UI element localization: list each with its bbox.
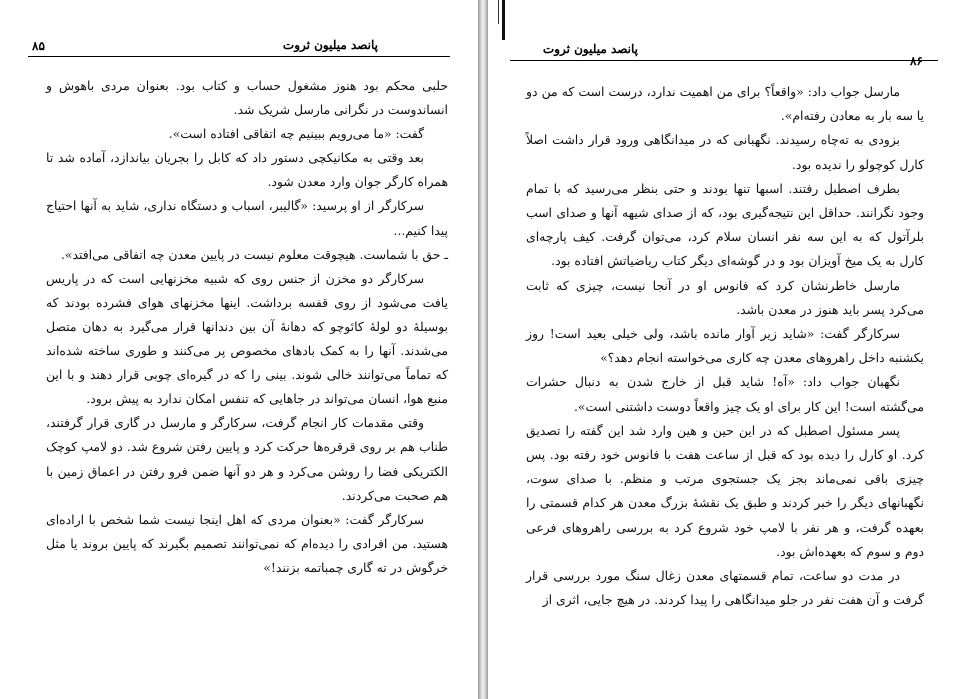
paragraph: سرکارگر دو مخزن از جنس روی که شبیه مخزنهایی است که در پاریس یافت می‌شود از روی قفسه برداشت. اینها مخزنهای هوای فشرده بودند که بوسیلهٔ دو لولهٔ کائوچو که دهانهٔ آن بین دندانها قرار می‌گیرد به دهان متصل می‌شدند. آنها را به کمک بادهای مخصوص پر می‌کنند و طوری ساخته شده‌اند که تماماً می‌توانند خالی شوند. بینی را که در گیره‌ای چوبی قرار دهند و با این منبع هوا، انسان می‌تواند در جاهایی که تنفس امکان ندارد به پیش برود. bbox=[46, 270, 448, 407]
paragraph: در مدت دو ساعت، تمام قسمتهای معدن زغال سنگ مورد بررسی قرار گرفت و آن هفت نفر در جلو میدانگاهی را پیدا کردند. در هیچ جایی، اثری از bbox=[526, 568, 924, 608]
right-page-number: ۸۶ bbox=[910, 54, 923, 68]
left-header-title: پانصد میلیون ثروت bbox=[282, 38, 378, 52]
paragraph: بطرف اصطبل رفتند. اسبها تنها بودند و حتی بنظر می‌رسید که با تمام وجود نگرانند. حداقل این نتیجه‌گیری بود، که از صدای شیهه آنها و صدای اسب بلرآتول که به این سه نفر انسان سلام کرد، می‌توان گرفت. کیف پارچه‌ای کارل به یک میخ آویزان بود و در گوشه‌ای دیگر کتاب ریاضیاتش افتاده بود. bbox=[526, 180, 924, 269]
right-page bbox=[488, 0, 966, 699]
left-page-header bbox=[28, 36, 450, 57]
right-page-body bbox=[526, 80, 924, 612]
binding-mark bbox=[498, 0, 499, 24]
paragraph: سرکارگر از او پرسید: «گالیبر، اسباب و دستگاه نداری، شاید به آنها احتیاج پیدا کنیم... bbox=[46, 198, 448, 238]
paragraph: وقتی مقدمات کار انجام گرفت، سرکارگر و مارسل در گاری قرار گرفتند، طناب هم بر روی قرقره‌ها حرکت کرد و پایین رفتن شروع شد. دو لامپ کوچک الکتریکی فضا را روشن می‌کرد و هر دو آنها ضمن فرو رفتن در اعماق زمین با هم صحبت می‌کردند. bbox=[46, 415, 448, 503]
left-page-number: ۸۵ bbox=[32, 39, 45, 53]
left-page-body bbox=[46, 74, 448, 580]
right-page-header bbox=[510, 40, 938, 68]
book-gutter bbox=[478, 0, 488, 699]
paragraph: بعد وقتی به مکانیکچی دستور داد که کابل را بجریان بیاندازد، آماده شد تا همراه کارگر جوان وارد معدن شود. bbox=[46, 150, 448, 190]
paragraph: ـ حق با شماست. هیچوقت معلوم نیست در پایین معدن چه اتفاقی می‌افتد». bbox=[60, 246, 448, 262]
paragraph: سرکارگر گفت: «شاید زیر آوار مانده باشد، ولی خیلی بعید است! روز یکشنبه داخل راهروهای معدن چه کاری می‌خواسته انجام دهد؟» bbox=[526, 326, 924, 366]
left-page bbox=[0, 0, 478, 699]
paragraph: مارسل خاطرنشان کرد که فانوس او در آنجا نیست، چیزی که ثابت می‌کرد پسر باید هنوز در معدن باشد. bbox=[526, 277, 924, 317]
paragraph: مارسل جواب داد: «واقعاً؟ برای من اهمیت ندارد، درست است که من دو یا سه بار به معادن رفته‌ام». bbox=[526, 84, 924, 124]
right-header-title: پانصد میلیون ثروت bbox=[542, 42, 638, 56]
paragraph: نگهبان جواب داد: «آه! شاید قبل از خارج شدن به دنبال حشرات می‌گشته است! این کار برای او یک چیز واقعاً دوست داشتنی است». bbox=[526, 374, 924, 414]
paragraph: گفت: «ما می‌رویم ببینیم چه اتفاقی افتاده است». bbox=[168, 126, 424, 142]
paragraph: حلبی محکم بود هنوز مشغول حساب و کتاب بود. بعنوان مردی باهوش و انساندوست در نگرانی مارسل شریک شد. bbox=[46, 78, 448, 118]
binding-mark bbox=[502, 0, 505, 40]
paragraph: بزودی به ته‌چاه رسیدند. نگهبانی که در میدانگاهی ورود قرار داشت اصلاً کارل کوچولو را ندیده بود. bbox=[526, 132, 924, 172]
paragraph: سرکارگر گفت: «بعنوان مردی که اهل اینجا نیست شما شخص با اراده‌ای هستید. من افرادی را دیده‌ام که نمی‌توانند تصمیم بگیرند که پایین بروند یا مثل خرگوش در ته گاری چمباتمه بزنند!» bbox=[46, 511, 448, 575]
paragraph: پسر مسئول اصطبل که در این حین و هین وارد شد این گفته را تصدیق کرد. او کارل را دیده بود که قبل از ساعت هفت با فانوس خود رفته بود. پس چیزی باقی نمی‌ماند بجز یک جستجوی مرتب و منظم. با صدای سوت، نگهبانهای دیگر را خبر کردند و طبق یک نقشهٔ بزرگ معدن هر کدام قسمتی را بعهده گرفت، و هر نفر با لامپ خود شروع کرد به بررسی راهروهای فرعی دوم و سوم که بعهده‌اش بود. bbox=[526, 422, 924, 559]
